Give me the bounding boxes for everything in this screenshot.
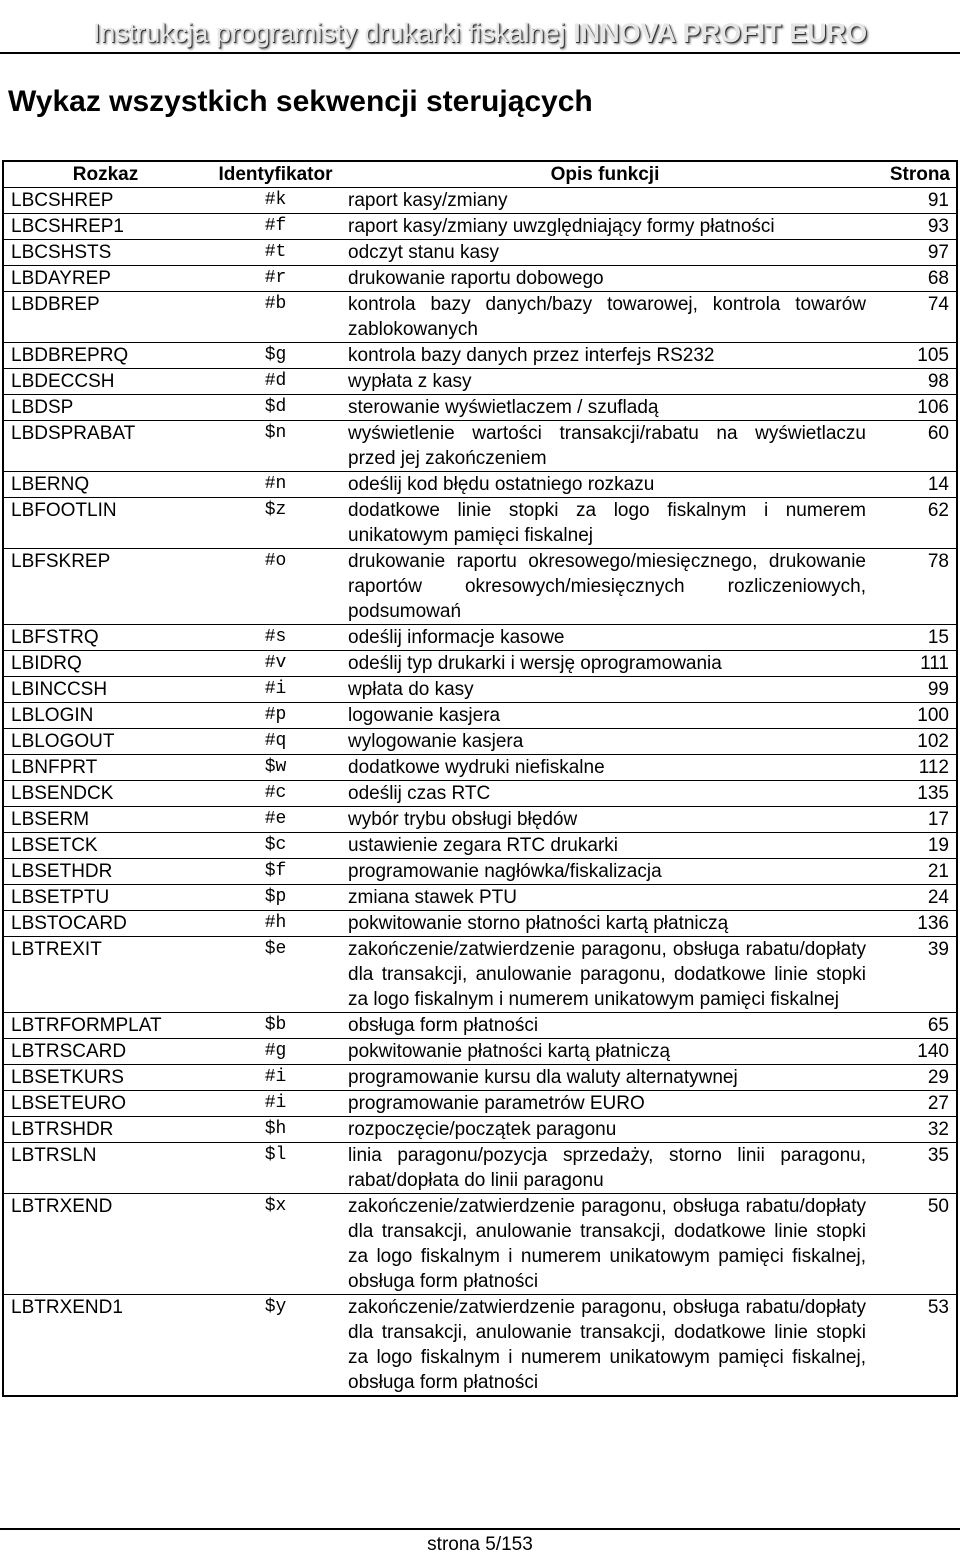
identifier-cell: #i — [207, 1065, 344, 1091]
header-title — [0, 16, 960, 50]
command-cell: LBDAYREP — [3, 266, 207, 292]
table-row — [3, 1194, 957, 1295]
table-row — [3, 369, 957, 395]
page-cell: 93 — [866, 214, 957, 240]
description-cell: wypłata z kasy — [344, 369, 866, 395]
table-row — [3, 395, 957, 421]
identifier-cell: $x — [207, 1194, 344, 1295]
table-row — [3, 549, 957, 625]
column-header-identifier: Identyfikator — [207, 161, 344, 188]
identifier-cell: #t — [207, 240, 344, 266]
table-row — [3, 677, 957, 703]
page-cell: 112 — [866, 755, 957, 781]
command-cell: LBSETEURO — [3, 1091, 207, 1117]
identifier-cell: #k — [264, 190, 287, 210]
page-cell: 60 — [866, 421, 957, 472]
command-cell: LBFSTRQ — [3, 625, 207, 651]
page-cell: 32 — [866, 1117, 957, 1143]
description-cell: zakończenie/zatwierdzenie paragonu, obsługa rabatu/dopłaty dla transakcji, anulowanie transakcji, dodatkowe linie stopki za logo fiskalnym i numerem unikatowym pamięci fiskalnej, obsługa form płatności — [344, 1295, 866, 1397]
identifier-cell: $c — [207, 833, 344, 859]
description-cell: odeślij czas RTC — [344, 781, 866, 807]
description-cell: obsługa form płatności — [344, 1013, 866, 1039]
identifier-cell: $d — [207, 395, 344, 421]
table-row — [3, 859, 957, 885]
table-row — [3, 1091, 957, 1117]
command-cell: LBFOOTLIN — [3, 498, 207, 549]
identifier-cell: #i — [207, 1091, 344, 1117]
description-cell: programowanie kursu dla waluty alternatywnej — [344, 1065, 866, 1091]
table-row — [3, 1013, 957, 1039]
command-cell: LBCSHREP — [11, 190, 114, 211]
command-cell: LBSETCK — [3, 833, 207, 859]
page-cell: 102 — [866, 729, 957, 755]
command-cell: LBTRXEND — [3, 1194, 207, 1295]
page-cell: 14 — [866, 472, 957, 498]
identifier-cell: $l — [207, 1143, 344, 1194]
identifier-cell: #s — [207, 625, 344, 651]
description-cell: kontrola bazy danych przez interfejs RS232 — [344, 343, 866, 369]
description-cell: odeślij typ drukarki i wersję oprogramowania — [344, 651, 866, 677]
table-row — [3, 421, 957, 472]
description-cell: logowanie kasjera — [344, 703, 866, 729]
page-cell: 105 — [866, 343, 957, 369]
command-cell: LBSENDCK — [3, 781, 207, 807]
identifier-cell: #e — [207, 807, 344, 833]
identifier-cell: $w — [207, 755, 344, 781]
table-row — [3, 188, 957, 214]
column-header-command: Rozkaz — [3, 161, 207, 188]
sequence-table — [2, 160, 958, 1397]
identifier-cell: $f — [207, 859, 344, 885]
command-cell: LBNFPRT — [3, 755, 207, 781]
header-prefix: Instrukcja programisty drukarki fiskalnej — [92, 18, 574, 48]
table-row — [3, 1065, 957, 1091]
page-cell: 140 — [866, 1039, 957, 1065]
page-cell: 135 — [866, 781, 957, 807]
table-row — [3, 1295, 957, 1397]
identifier-cell: #i — [207, 677, 344, 703]
description-cell: wylogowanie kasjera — [344, 729, 866, 755]
description-cell: programowanie nagłówka/fiskalizacja — [344, 859, 866, 885]
table-row — [3, 1039, 957, 1065]
identifier-cell: #q — [207, 729, 344, 755]
command-cell: LBERNQ — [3, 472, 207, 498]
table-row — [3, 651, 957, 677]
identifier-cell: $p — [207, 885, 344, 911]
command-cell: LBTRSCARD — [3, 1039, 207, 1065]
description-cell: pokwitowanie storno płatności kartą płatniczą — [344, 911, 866, 937]
table-row — [3, 833, 957, 859]
identifier-cell: #h — [207, 911, 344, 937]
table-row — [3, 343, 957, 369]
column-header-description: Opis funkcji — [344, 161, 866, 188]
description-cell: rozpoczęcie/początek paragonu — [344, 1117, 866, 1143]
command-cell: LBSETKURS — [3, 1065, 207, 1091]
description-cell: linia paragonu/pozycja sprzedaży, storno linii paragonu, rabat/dopłata do linii paragonu — [344, 1143, 866, 1194]
description-cell: raport kasy/zmiany uwzględniający formy płatności — [344, 214, 866, 240]
page-cell: 91 — [927, 190, 949, 211]
page-cell: 68 — [866, 266, 957, 292]
command-cell: LBTRXEND1 — [3, 1295, 207, 1397]
description-cell: pokwitowanie płatności kartą płatniczą — [344, 1039, 866, 1065]
command-cell: LBIDRQ — [3, 651, 207, 677]
description-cell: zmiana stawek PTU — [344, 885, 866, 911]
description-cell: dodatkowe linie stopki za logo fiskalnym i numerem unikatowym pamięci fiskalnej — [344, 498, 866, 549]
identifier-cell: #g — [207, 1039, 344, 1065]
identifier-cell: #o — [207, 549, 344, 625]
page-cell: 97 — [866, 240, 957, 266]
identifier-cell: #f — [207, 214, 344, 240]
identifier-cell: #v — [207, 651, 344, 677]
identifier-cell: #b — [207, 292, 344, 343]
page-cell: 53 — [866, 1295, 957, 1397]
page-cell: 78 — [866, 549, 957, 625]
table-row — [3, 781, 957, 807]
command-cell: LBSETHDR — [3, 859, 207, 885]
description-cell: dodatkowe wydruki niefiskalne — [344, 755, 866, 781]
page-cell: 98 — [866, 369, 957, 395]
identifier-cell: #c — [207, 781, 344, 807]
page-cell: 24 — [866, 885, 957, 911]
description-cell: odczyt stanu kasy — [344, 240, 866, 266]
header-model: INNOVA PROFIT EURO — [573, 18, 868, 48]
table-row — [3, 755, 957, 781]
description-cell: sterowanie wyświetlaczem / szufladą — [344, 395, 866, 421]
page-footer — [0, 1528, 960, 1556]
identifier-cell: $b — [207, 1013, 344, 1039]
table-row — [3, 729, 957, 755]
identifier-cell: #d — [207, 369, 344, 395]
page-cell: 19 — [866, 833, 957, 859]
page-header — [0, 0, 960, 54]
description-cell: odeślij informacje kasowe — [344, 625, 866, 651]
table-header-row — [3, 161, 957, 188]
page-cell: 136 — [866, 911, 957, 937]
table-row — [3, 498, 957, 549]
table-row — [3, 1143, 957, 1194]
identifier-cell: #n — [207, 472, 344, 498]
description-cell: wyświetlenie wartości transakcji/rabatu na wyświetlaczu przed jej zakończeniem — [344, 421, 866, 472]
page-cell: 35 — [866, 1143, 957, 1194]
description-cell: programowanie parametrów EURO — [344, 1091, 866, 1117]
table-row — [3, 937, 957, 1013]
page-cell: 27 — [866, 1091, 957, 1117]
command-cell: LBINCCSH — [3, 677, 207, 703]
identifier-cell: #p — [207, 703, 344, 729]
table-row — [3, 807, 957, 833]
table-row — [3, 240, 957, 266]
command-cell: LBDECCSH — [3, 369, 207, 395]
page-cell: 62 — [866, 498, 957, 549]
table-row — [3, 1117, 957, 1143]
description-cell: kontrola bazy danych/bazy towarowej, kontrola towarów zablokowanych — [344, 292, 866, 343]
table-row — [3, 266, 957, 292]
command-cell: LBDSP — [3, 395, 207, 421]
command-cell: LBLOGIN — [3, 703, 207, 729]
identifier-cell: $y — [207, 1295, 344, 1397]
command-cell: LBLOGOUT — [3, 729, 207, 755]
identifier-cell: $g — [207, 343, 344, 369]
table-row — [3, 625, 957, 651]
description-cell: zakończenie/zatwierdzenie paragonu, obsługa rabatu/dopłaty dla transakcji, anulowanie transakcji, dodatkowe linie stopki za logo fiskalnym i numerem unikatowym pamięci fiskalnej, obsługa form płatności — [344, 1194, 866, 1295]
identifier-cell: $z — [207, 498, 344, 549]
table-row — [3, 214, 957, 240]
description-cell: odeślij kod błędu ostatniego rozkazu — [344, 472, 866, 498]
page-cell: 17 — [866, 807, 957, 833]
page-cell: 21 — [866, 859, 957, 885]
command-cell: LBSETPTU — [3, 885, 207, 911]
description-cell: drukowanie raportu dobowego — [344, 266, 866, 292]
table-row — [3, 472, 957, 498]
page-cell: 99 — [866, 677, 957, 703]
page-cell: 74 — [866, 292, 957, 343]
command-cell: LBTRSLN — [3, 1143, 207, 1194]
command-cell: LBTRSHDR — [3, 1117, 207, 1143]
page-cell: 100 — [866, 703, 957, 729]
identifier-cell: $h — [207, 1117, 344, 1143]
column-header-page: Strona — [866, 161, 957, 188]
command-cell: LBDSPRABAT — [3, 421, 207, 472]
page-cell: 106 — [866, 395, 957, 421]
identifier-cell: $n — [207, 421, 344, 472]
table-row — [3, 292, 957, 343]
command-cell: LBCSHSTS — [3, 240, 207, 266]
description-cell: wybór trybu obsługi błędów — [344, 807, 866, 833]
description-cell: raport kasy/zmiany — [348, 190, 508, 211]
page-title: Wykaz wszystkich sekwencji sterujących — [8, 85, 593, 118]
command-cell: LBTRFORMPLAT — [3, 1013, 207, 1039]
page-cell: 39 — [866, 937, 957, 1013]
page-cell: 65 — [866, 1013, 957, 1039]
description-cell: ustawienie zegara RTC drukarki — [344, 833, 866, 859]
page-cell: 50 — [866, 1194, 957, 1295]
table-body — [3, 188, 957, 1397]
command-cell: LBTREXIT — [3, 937, 207, 1013]
page-cell: 15 — [866, 625, 957, 651]
description-cell: zakończenie/zatwierdzenie paragonu, obsługa rabatu/dopłaty dla transakcji, anulowanie paragonu, dodatkowe linie stopki za logo fiskalnym i numerem unikatowym pamięci fiskalnej — [344, 937, 866, 1013]
command-cell: LBDBREPRQ — [3, 343, 207, 369]
command-cell: LBDBREP — [3, 292, 207, 343]
table-row — [3, 911, 957, 937]
page-cell: 29 — [866, 1065, 957, 1091]
identifier-cell: $e — [207, 937, 344, 1013]
command-cell: LBSERM — [3, 807, 207, 833]
description-cell: wpłata do kasy — [344, 677, 866, 703]
table-row — [3, 885, 957, 911]
description-cell: drukowanie raportu okresowego/miesięcznego, drukowanie raportów okresowych/miesięcznych rozliczeniowych, podsumowań — [344, 549, 866, 625]
table-row — [3, 703, 957, 729]
page-cell: 111 — [866, 651, 957, 677]
command-cell: LBFSKREP — [3, 549, 207, 625]
page-number: strona 5/153 — [427, 1534, 533, 1555]
command-cell: LBSTOCARD — [3, 911, 207, 937]
command-cell: LBCSHREP1 — [3, 214, 207, 240]
identifier-cell: #r — [207, 266, 344, 292]
